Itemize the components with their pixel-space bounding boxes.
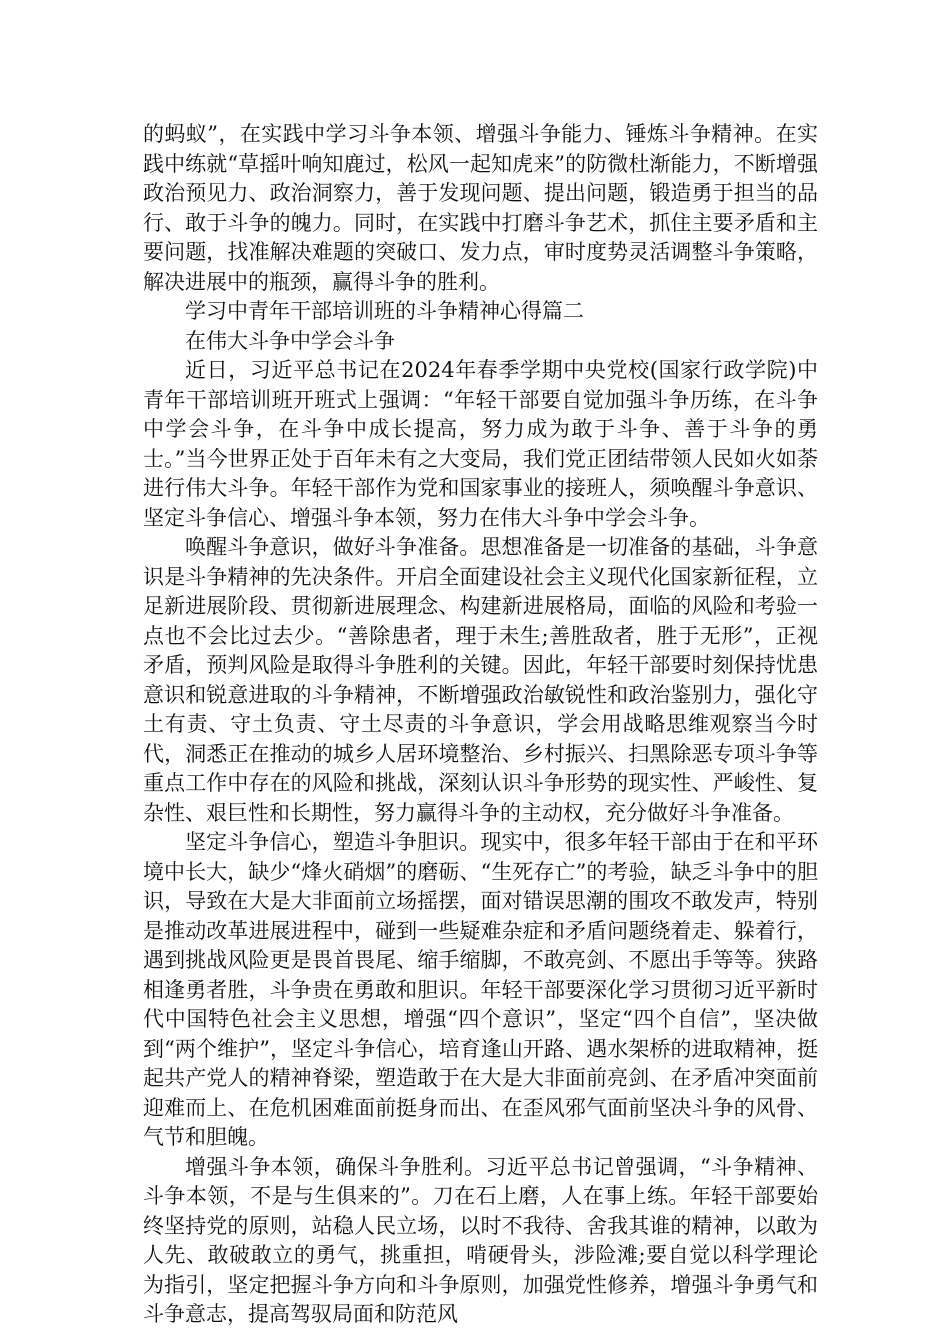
document-body	[143, 120, 818, 1330]
section-title: 学习中青年干部培训班的斗争精神心得篇二	[185, 299, 584, 323]
paragraph-awareness: 唤醒斗争意识，做好斗争准备。思想准备是一切准备的基础，斗争意识是斗争精神的先决条件。开启全面建设社会主义现代化国家新征程，立足新进展阶段、贯彻新进展理念、构建新进展格局，面临的风险和考验一点也不会比过去少。“善除患者，理于未生;善胜敌者，胜于无形”，正视矛盾，预判风险是取得斗争胜利的关键。因此，年轻干部要时刻保持忧患意识和锐意进取的斗争精神，不断增强政治敏锐性和政治鉴别力，强化守土有责、守土负责、守土尽责的斗争意识，学会用战略思维观察当今时代，洞悉正在推动的城乡人居环境整治、乡村振兴、扫黑除恶专项斗争等重点工作中存在的风险和挑战，深刻认识斗争形势的现实性、严峻性、复杂性、艰巨性和长期性，努力赢得斗争的主动权，充分做好斗争准备。	[143, 535, 818, 825]
paragraph-confidence: 坚定斗争信心，塑造斗争胆识。现实中，很多年轻干部由于在和平环境中长大，缺少“烽火硝烟”的磨砺、“生死存亡”的考验，缺乏斗争中的胆识，导致在大是大非面前立场摇摆，面对错误思潮的围攻不敢发声，特别是推动改革进展进程中，碰到一些疑难杂症和矛盾问题绕着走、躲着行，遇到挑战风险更是畏首畏尾、缩手缩脚，不敢亮剑、不愿出手等等。狭路相逢勇者胜，斗争贵在勇敢和胆识。年轻干部要深化学习贯彻习近平新时代中国特色社会主义思想，增强“四个意识”，坚定“四个自信”，坚决做到“两个维护”，坚定斗争信心，培育逢山开路、遇水架桥的进取精神，挺起共产党人的精神脊梁，塑造敢于在大是大非面前亮剑、在矛盾冲突面前迎难而上、在危机困难面前挺身而出、在歪风邪气面前坚决斗争的风骨、气节和胆魄。	[143, 830, 818, 1149]
paragraph-intro: 近日，习近平总书记在2024年春季学期中央党校(国家行政学院)中青年干部培训班开班式上强调：“年轻干部要自觉加强斗争历练，在斗争中学会斗争，在斗争中成长提高，努力成为敢于斗争、善于斗争的勇士。”当今世界正处于百年未有之大变局，我们党正团结带领人民如火如荼进行伟大斗争。年轻干部作为党和国家事业的接班人，须唤醒斗争意识、坚定斗争信心、增强斗争本领，努力在伟大斗争中学会斗争。	[143, 358, 818, 530]
paragraph-continuation: 的蚂蚁”，在实践中学习斗争本领、增强斗争能力、锤炼斗争精神。在实践中练就“草摇叶响知鹿过，松风一起知虎来”的防微杜渐能力，不断增强政治预见力、政治洞察力，善于发现问题、提出问题，锻造勇于担当的品行、敢于斗争的魄力。同时，在实践中打磨斗争艺术，抓住主要矛盾和主要问题，找准解决难题的突破口、发力点，审时度势灵活调整斗争策略，解决进展中的瓶颈，赢得斗争的胜利。	[143, 122, 818, 294]
section-subtitle: 在伟大斗争中学会斗争	[185, 328, 395, 353]
paragraph-skills: 增强斗争本领，确保斗争胜利。习近平总书记曾强调，“斗争精神、斗争本领，不是与生俱来的”。刀在石上磨，人在事上练。年轻干部要始终坚持党的原则，站稳人民立场，以时不我待、舍我其谁的精神，以敢为人先、敢破敢立的勇气，挑重担，啃硬骨头，涉险滩;要自觉以科学理论为指引，坚定把握斗争方向和斗争原则，加强党性修养，增强斗争勇气和斗争意志，提高驾驭局面和防范风	[143, 1154, 818, 1326]
